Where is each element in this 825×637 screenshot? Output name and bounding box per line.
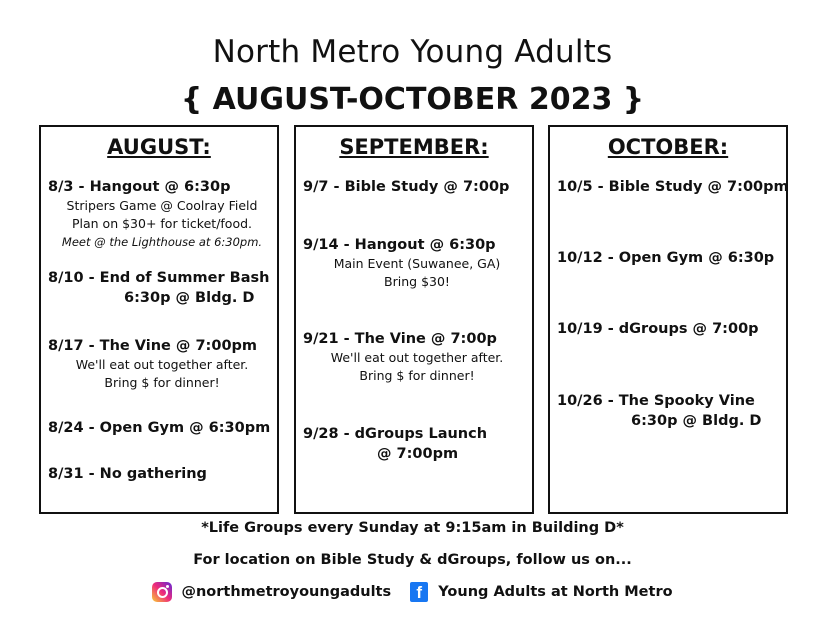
- event-detail: Plan on $30+ for ticket/food.: [71, 216, 253, 231]
- event-title: 8/10 - End of Summer Bash: [48, 270, 270, 286]
- event-aug-10: [48, 268, 276, 308]
- facebook-page-name[interactable]: Young Adults at North Metro: [438, 584, 673, 600]
- social-links: [0, 582, 825, 602]
- event-title: 9/21 - The Vine @ 7:00p: [303, 331, 497, 347]
- event-detail: Bring $30!: [384, 274, 450, 289]
- event-detail: Bring $ for dinner!: [359, 368, 475, 383]
- event-detail: Main Event (Suwanee, GA): [333, 256, 501, 271]
- event-time: @ 7:00pm: [377, 446, 459, 462]
- event-detail: We'll eat out together after.: [330, 350, 504, 365]
- event-oct-26: [557, 391, 785, 431]
- october-heading: OCTOBER:: [607, 135, 729, 159]
- september-heading: SEPTEMBER:: [339, 135, 489, 159]
- event-sep-28: [303, 424, 531, 464]
- event-time: 6:30p @ Bldg. D: [631, 413, 762, 429]
- event-title: 9/7 - Bible Study @ 7:00p: [303, 179, 510, 195]
- event-title: 9/14 - Hangout @ 6:30p: [303, 237, 496, 253]
- event-sep-7: [303, 177, 531, 197]
- event-title: 9/28 - dGroups Launch: [303, 426, 488, 442]
- event-sep-14: [303, 235, 531, 291]
- facebook-icon[interactable]: f: [410, 582, 428, 602]
- event-title: 10/12 - Open Gym @ 6:30p: [557, 250, 775, 266]
- page-title: North Metro Young Adults: [212, 34, 613, 70]
- event-note: Meet @ the Lighthouse at 6:30pm.: [61, 235, 263, 249]
- instagram-icon[interactable]: [152, 582, 172, 602]
- event-title: 8/3 - Hangout @ 6:30p: [48, 179, 231, 195]
- event-time: 6:30p @ Bldg. D: [124, 290, 255, 306]
- life-groups-note: *Life Groups every Sunday at 9:15am in Building D*: [201, 520, 624, 536]
- october-column: [548, 125, 788, 514]
- event-detail: Bring $ for dinner!: [104, 375, 220, 390]
- event-aug-24: [48, 418, 276, 438]
- event-sep-21: [303, 329, 531, 385]
- event-title: 10/26 - The Spooky Vine: [557, 393, 755, 409]
- event-title: 8/24 - Open Gym @ 6:30pm: [48, 420, 271, 436]
- event-oct-19: [557, 319, 785, 339]
- event-title: 8/31 - No gathering: [48, 466, 207, 482]
- event-aug-17: [48, 336, 276, 392]
- date-range-heading: { AUGUST-OCTOBER 2023 }: [180, 82, 645, 117]
- follow-us-note: For location on Bible Study & dGroups, follow us on...: [193, 552, 632, 568]
- august-heading: AUGUST:: [107, 135, 211, 159]
- event-oct-5: [557, 177, 789, 197]
- event-oct-12: [557, 248, 785, 268]
- event-detail: We'll eat out together after.: [75, 357, 249, 372]
- september-column: [294, 125, 534, 514]
- event-aug-3: [48, 177, 276, 251]
- event-title: 8/17 - The Vine @ 7:00pm: [48, 338, 258, 354]
- instagram-handle[interactable]: @northmetroyoungadults: [181, 584, 392, 600]
- event-detail: Stripers Game @ Coolray Field: [66, 198, 258, 213]
- event-title: 10/5 - Bible Study @ 7:00pm: [557, 179, 789, 195]
- event-title: 10/19 - dGroups @ 7:00p: [557, 321, 759, 337]
- event-aug-31: [48, 464, 276, 484]
- august-column: [39, 125, 279, 514]
